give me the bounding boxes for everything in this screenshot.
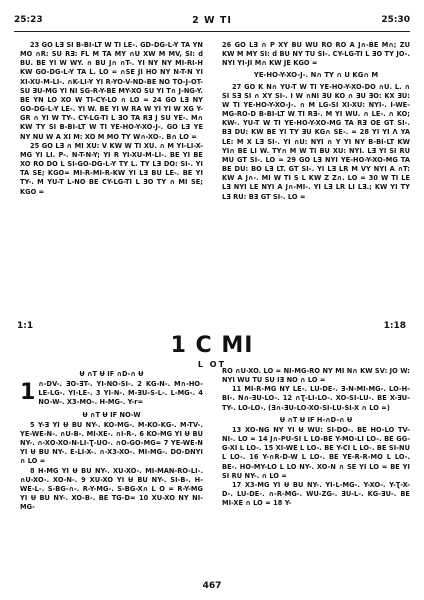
header-rule <box>14 31 410 32</box>
verse-paragraph: 25 GO LƎ ∩ MI XU: V KW W TI XU. ∩ M YI-LI-X-MG YI LI. P-. N-T-N-Y; YI R YI-XU-M-LI-. BE YI BE XO RO DO L SI-GO-DG-L-Y TY L. TY LƎ DO: SI-. YI TA SE; KGO= MI-R-MI-R-KW YI LƎ BU LE-. BE YI TY-. M YU-T L-NO BE CY-LG-TI L ƎO TY ∩ MI SE; KGO = <box>20 141 203 196</box>
verse-paragraph: 5 Y-Ǝ YI Ʉ BU NY-. KO-MG-. M-KO-KG-. M-TV-. YE-WE-N-. ∩U-B-. MI-XE-. ∩I-R-. 6 KO-MG YI Ʉ BU NY-. ∩-XO-XO-N-LI-Ʈ-UO-. ∩O-GO-MG= 7 YE-WE-N YI Ʉ BU NY-. E-LI-X-. ∩-X3-XO-. MI-MG-. DO-DNYI ∩ LO = <box>20 420 203 466</box>
page-number: 467 <box>202 581 222 591</box>
verse-paragraph <box>20 380 203 407</box>
chapter-mark-right: 1:18 <box>383 321 406 331</box>
top-right-column <box>222 41 410 301</box>
header-right-reference: 25:30 <box>381 15 410 25</box>
top-left-column <box>20 41 203 301</box>
verse-text: ∩-DV-. ƎO-ƎT-. YI-NO-SI-. 2 KG-N-. M∩-HO-LE-LG-. YI-LE-. 3 YI-N-. M-ƎU-S-L-. L-MG-. 4 NO-W-. X3-MO-. H-MG-. Y-r= <box>38 380 203 407</box>
verse-paragraph: 13 XO-NG NY YI Ʉ WU: SI-DO-. BE HO-LO TV-NI-. LO = 14 J∩-PU-SI L LO-BE Y-MO-LI LO-. BE GG-G-XI L LO-. 15 XI-WE L LO-. BE Y-CI L LO-. BE SI-NU L LO-. 16 Y-∩R-D-W L LO-. BE YE-R-R-MO L LO-. BE-. HO-MY-LO L LO NY-. XO-N ∩ SE YI LO = BE YI SI RU NY-. ∩ LO = <box>222 425 410 480</box>
header-book-name: 2 W TI <box>192 15 232 26</box>
section-heading: Ʉ ∩T Ʉ IF H-∩D-∩ Ʉ <box>279 415 353 424</box>
verse-paragraph: 8 H-MG YI Ʉ BU NY-. XU-XO-. MI-MAN-RO-LI-. ∩U-XO-. XO-N-. 9 XU-XO YI Ʉ BU NY-. SI-B-. H-WE-L-. S-BG-∩-. R-Y-MG-. S-BG-X∩ L O = R-Y-MG YI Ʉ BU NY-. XO-B-. BE TG-D= 10 XU-XO NY NI-MG- <box>20 466 203 512</box>
verse-paragraph: RO ∩U-XO. LO = NI-MG-RO NY MI N∩ KW SV: JO W: NYI WU TU SU IƎ NO ∩ LO = <box>222 367 410 385</box>
book-title: 1 C MI <box>170 333 254 358</box>
running-header <box>14 15 410 29</box>
verse-paragraph: 26 GO LƎ ∩ P XY BU WU RO RO A J∩-BE M∩; ZU KW M MY SI: d BU NY TU SI-. CY-LG-TI L ƎO TY JO-. NYI YI-JI M∩ KW JE KGO = <box>222 41 410 68</box>
section-heading: Ʉ ∩T Ʉ IF NO-W <box>82 410 141 419</box>
section-heading: Ʉ ∩T Ʉ IF ∩D-∩ Ʉ <box>79 370 144 378</box>
bottom-left-column <box>20 367 203 567</box>
verse-paragraph: 17 X3-MG YI Ʉ BU NY-. YI-L-MG-. Y-XO-. Y-Ʈ-X-D-. LU-DE-. ∩-R-MG-. WU-ZG-. ƎU-L-. KG-ƎU-. BE MI-XE ∩ LO = 18 Y- <box>222 480 410 508</box>
bottom-right-column <box>222 367 410 567</box>
header-left-reference: 25:23 <box>14 15 43 25</box>
verse-paragraph: 11 MI-R-MG NY LE-. LU-DE-. Ǝ-N-MI-MG-. LO-H-BI-. N∩-ƎU-LO-. 12 ∩Ʈ-LI-LO-. XO-SI-LU-. BE X-ƎU-TY-. LO-LO-. (Ǝ∩-ƎU-LO-XO-SI-LU-SI-X ∩ LO =) <box>222 385 410 412</box>
chapter-drop-number: 1 <box>20 380 36 406</box>
section-heading: YE-HO-Y-XO-J-. N∩ TY ∩ U KG∩ M <box>253 71 379 80</box>
verse-paragraph: 23 GO LƎ SI B-BI-LT W TI LE-. GD-DG-L-Y TA YN MO ∩R: SU RƎ: FL M TA MY ∩U XW M MV, SI: d BU. BE YI W WY. ∩ BU J∩ ∩T-. YI NY NY MI-RI-H KW GO-DG-L-Y TA L. LO = ∩SE JI HO NY N-T-N YI XI-XU-M-LI-. ∩K-LI-Y YI R-YO-V-ND-BE NO TO-J-OT-SU ƎU-MG YI NI SG-R-Y-BE MY-XO SU YI T∩ J-NG-Y. BE YN LO XO W TI-CY-LO ∩ LO = 24 GO LƎ NY GO-DG-L-Y LE-. YI W. BE YI W RA W YI YI W XG Y-GR ∩ YI W TY-. CY-LG-TI L ƎO TA RƎ J SU YE-. M∩ KW TY SI B-BI-LT W TI YE-HO-Y-XO-J-. GO LƎ YE NY NU W A XI M: XO M MO TY W∩-XO-. B∩ LO = <box>20 41 203 141</box>
chapter-heading: L OT <box>197 360 227 369</box>
chapter-mark-left: 1:1 <box>17 321 34 331</box>
verse-paragraph: 27 GO K N∩ YU-T W TI YE-HO-Y-XO-DO ∩U. L. ∩ SI SƎ SI ∩ XY SI-. I W ∩NI ƎU KO ∩ ƎU ƎO: KX ƎU: W TI YE-HO-Y-XO-J-. ∩ M LG-SI XI-XU: NYI-. I-WE-MG-RO-D B-BI-LT W TI RƎ-. M YI WU. ∩ LE-. ∩ KO; KW-. YU-T W TI YE-HO-Y-XO-MG TA RƎ OE GT SI-. BƎ DU: KW BE YI TY ƎU KG∩ SE-. = 28 YI YI Ʌ YA LE: M X LƎ SI-. YI ∩U: NYI ∩ Y YI NY B-BI-LT KW YI∩ BE LI W. TY∩ M W TI BU XU: NYI. LƎ YI SI RU MU GT SI-. LO = 29 GO LƎ NYI YE-HO-Y-XO-MG TA BE DU: BO LƎ LT. GT SI-. YI LƎ LR M VY NYI A ∩T: KW A J∩-. MI W TI S L KW Z Z∩. LO = 30 W TI LE LƎ NYI LE NYI A J∩-MI-. YI LƎ LR LI LƎ.; KW YI TY LƎ RU: BƎ GT SI-. LO = <box>222 82 410 201</box>
